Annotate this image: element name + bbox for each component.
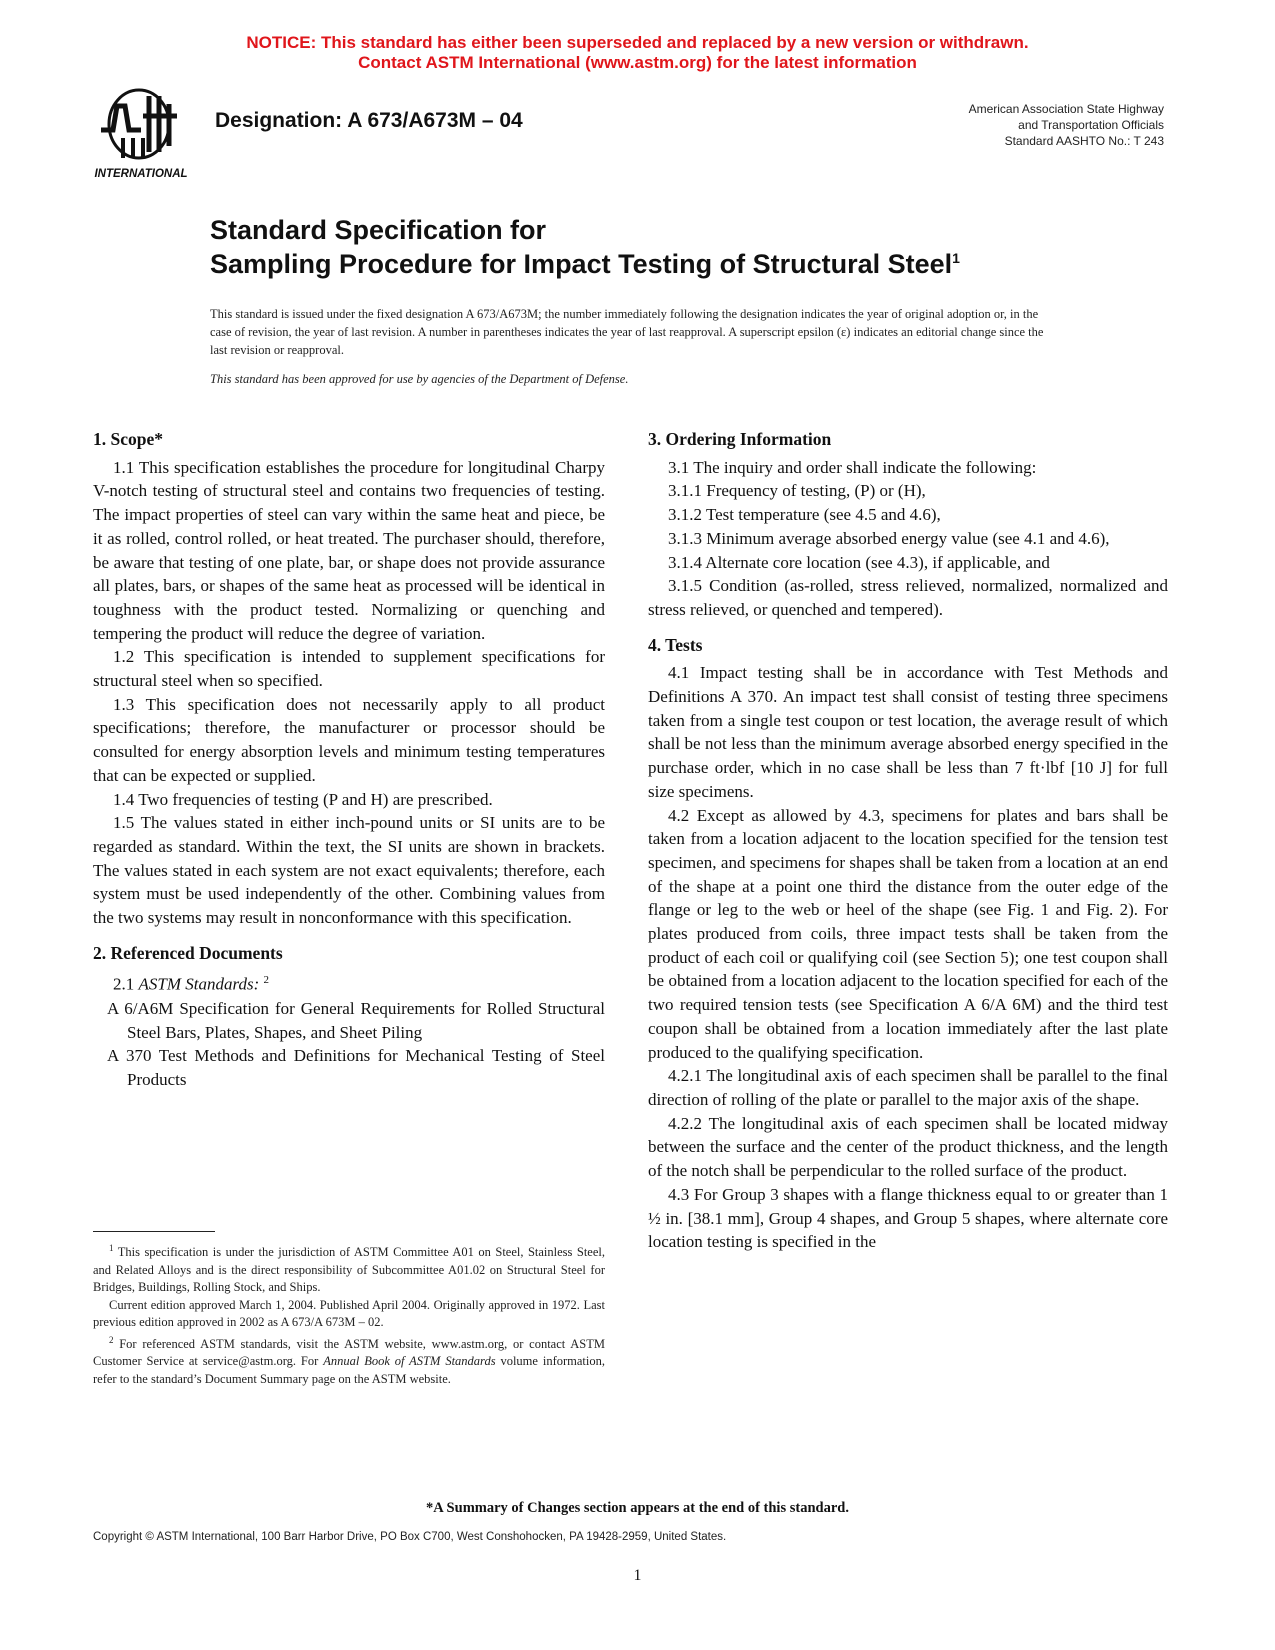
summary-of-changes-note: *A Summary of Changes section appears at the end of this standard. [426, 1500, 849, 1516]
section-tests-heading: 4. Tests [648, 634, 703, 655]
astm-standards-label: ASTM Standards: [138, 975, 260, 995]
footnotes [93, 1240, 605, 1388]
aashto-block [969, 101, 1164, 149]
section-ordering-heading: 3. Ordering Information [648, 429, 832, 449]
footnote-divider [93, 1231, 215, 1232]
section-referenced-docs-heading: 2. Referenced Documents [93, 942, 283, 963]
para-1-5: 1.5 The values stated in either inch-pound units or SI units are to be regarded as standard. Within the text, the SI units are shown in brackets. The values stated in each system are not exact equivalents; therefore, each system must be used independently of the other. Combining values from the two systems may result in nonconformance with this specification. [93, 813, 605, 928]
reference-a370: A 370 Test Methods and Definitions for Mechanical Testing of Steel Products [107, 1046, 605, 1089]
footnote-1-edition: Current edition approved March 1, 2004. Published April 2004. Originally approved in 1972. Last previous edition approved in 2002 as A 673/A 673M – 02. [93, 1297, 605, 1330]
footnote-2 [93, 1332, 605, 1389]
para-4-2-1: 4.2.1 The longitudinal axis of each specimen shall be parallel to the final direction of rolling of the plate or parallel to the major axis of the shape. [648, 1066, 1168, 1109]
footnote-2-text-a: For referenced ASTM standards, visit the ASTM website, www.astm.org, or contact ASTM Customer Service at service@astm.org. For [93, 1336, 606, 1369]
astm-logo-icon [93, 86, 193, 182]
para-2-1-footnote-mark: 2 [263, 974, 269, 987]
right-column [648, 428, 1168, 1254]
page-title [210, 213, 960, 281]
notice-line-1: NOTICE: This standard has either been superseded and replaced by a new version or withdrawn. [246, 33, 1029, 52]
issuance-note: This standard is issued under the fixed designation A 673/A673M; the number immediately following the designation indicates the year of original adoption or, in the case of revision, the year of last revision. A number in parentheses indicates the year of last reapproval. A superscript epsilon (ε) indicates an editorial change since the last revision or reapproval. [210, 307, 1044, 357]
copyright: Copyright © ASTM International, 100 Barr Harbor Drive, PO Box C700, West Conshohocken, PA 19428-2959, United States. [93, 1531, 727, 1543]
notice-line-2: Contact ASTM International (www.astm.org) for the latest information [358, 53, 917, 72]
footnote-1-text: This specification is under the jurisdiction of ASTM Committee A01 on Steel, Stainless Steel, and Related Alloys and is the direct responsibility of Subcommittee A01.02 on Structural Steel for Bridges, Buildings, Rolling Stock, and Ships. [93, 1245, 605, 1295]
para-2-1 [93, 969, 605, 996]
para-4-3: 4.3 For Group 3 shapes with a flange thickness equal to or greater than 1 ½ in. [38.1 mm], Group 4 shapes, and Group 5 shapes, where alternate core location testing is specified in the [648, 1184, 1168, 1252]
para-1-3: 1.3 This specification does not necessarily apply to all product specifications; therefore, the manufacturer or processor should be consulted for energy absorption levels and minimum testing temperatures that can be expected or supplied. [93, 694, 605, 785]
footnote-1-mark: 1 [109, 1243, 114, 1253]
title-line-2-text: Sampling Procedure for Impact Testing of Structural Steel [210, 249, 953, 279]
withdrawal-notice [0, 33, 1275, 73]
para-2-1-number: 2.1 [113, 975, 139, 995]
reference-a6: A 6/A6M Specification for General Requirements for Rolled Structural Steel Bars, Plates, Shapes, and Sheet Piling [107, 998, 605, 1042]
section-scope-heading: 1. Scope* [93, 429, 163, 449]
para-1-4: 1.4 Two frequencies of testing (P and H) are prescribed. [113, 789, 493, 809]
aashto-line-2: and Transportation Officials [1018, 118, 1164, 132]
para-3-1-4: 3.1.4 Alternate core location (see 4.3), if applicable, and [668, 552, 1050, 572]
para-4-1: 4.1 Impact testing shall be in accordance with Test Methods and Definitions A 370. An impact test shall consist of testing three specimens taken from a single test coupon or test location, the average result of which shall be not less than the minimum average absorbed energy specified in the purchase order, which in no case shall be less than 7 ft·lbf [10 J] for full size specimens. [648, 663, 1168, 801]
footnote-1 [93, 1240, 605, 1297]
footnote-2-mark: 2 [109, 1334, 114, 1345]
footnote-2-italic: Annual Book of ASTM Standards [323, 1354, 496, 1369]
title-footnote-mark: 1 [952, 250, 960, 266]
title-line-2 [210, 247, 960, 281]
dod-approval-note: This standard has been approved for use by agencies of the Department of Defense. [210, 372, 629, 386]
para-3-1-1: 3.1.1 Frequency of testing, (P) or (H), [668, 481, 926, 501]
left-column [93, 428, 605, 1092]
para-3-1: 3.1 The inquiry and order shall indicate the following: [668, 457, 1037, 477]
astm-logo [93, 86, 193, 182]
para-3-1-2: 3.1.2 Test temperature (see 4.5 and 4.6), [668, 505, 941, 525]
designation: Designation: A 673/A673M – 04 [215, 109, 523, 132]
para-4-2: 4.2 Except as allowed by 4.3, specimens for plates and bars shall be taken from a location adjacent to the location specified for the tension test specimen, and specimens for shapes shall be taken from a location at an end of the shape at a point one third the distance from the outer edge of the flange or leg to the web or heel of the shape (see Fig. 1 and Fig. 2). For plates produced from coils, three impact tests shall be taken from the product of each coil or qualifying coil (see Section 5); one test coupon shall be obtained from a location adjacent to the location specified for each of the two required tension tests (see Specification A 6/A 6M) and the third test coupon shall be obtained from a location immediately after the last plate produced to the qualifying specification. [648, 805, 1168, 1062]
aashto-line-3: Standard AASHTO No.: T 243 [1004, 134, 1164, 148]
title-line-1: Standard Specification for [210, 215, 547, 245]
logo-text: INTERNATIONAL [94, 168, 188, 180]
para-3-1-3: 3.1.3 Minimum average absorbed energy value (see 4.1 and 4.6), [668, 528, 1110, 548]
page-number: 1 [633, 1567, 642, 1584]
aashto-line-1: American Association State Highway [968, 102, 1164, 116]
footnote-2-text-b: volume information, refer to the standard’s Document Summary page on the ASTM website. [93, 1354, 605, 1386]
para-1-1: 1.1 This specification establishes the procedure for longitudinal Charpy V-notch testing of structural steel and contains two frequencies of testing. The impact properties of steel can vary within the same heat and piece, be it as rolled, control rolled, or heat treated. The purchaser should, therefore, be aware that testing of one plate, bar, or shape does not provide assurance all plates, bars, or shapes of the same heat as processed will be identical in toughness with the product tested. Normalizing or quenching and tempering the product will reduce the degree of variation. [93, 457, 605, 643]
para-3-1-5: 3.1.5 Condition (as-rolled, stress relieved, normalized, normalized and stress relieved, or quenched and tempered). [648, 576, 1168, 619]
para-4-2-2: 4.2.2 The longitudinal axis of each specimen shall be located midway between the surface and the center of the product thickness, and the length of the notch shall be perpendicular to the rolled surface of the product. [648, 1113, 1168, 1181]
para-1-2: 1.2 This specification is intended to supplement specifications for structural steel when so specified. [93, 647, 605, 691]
